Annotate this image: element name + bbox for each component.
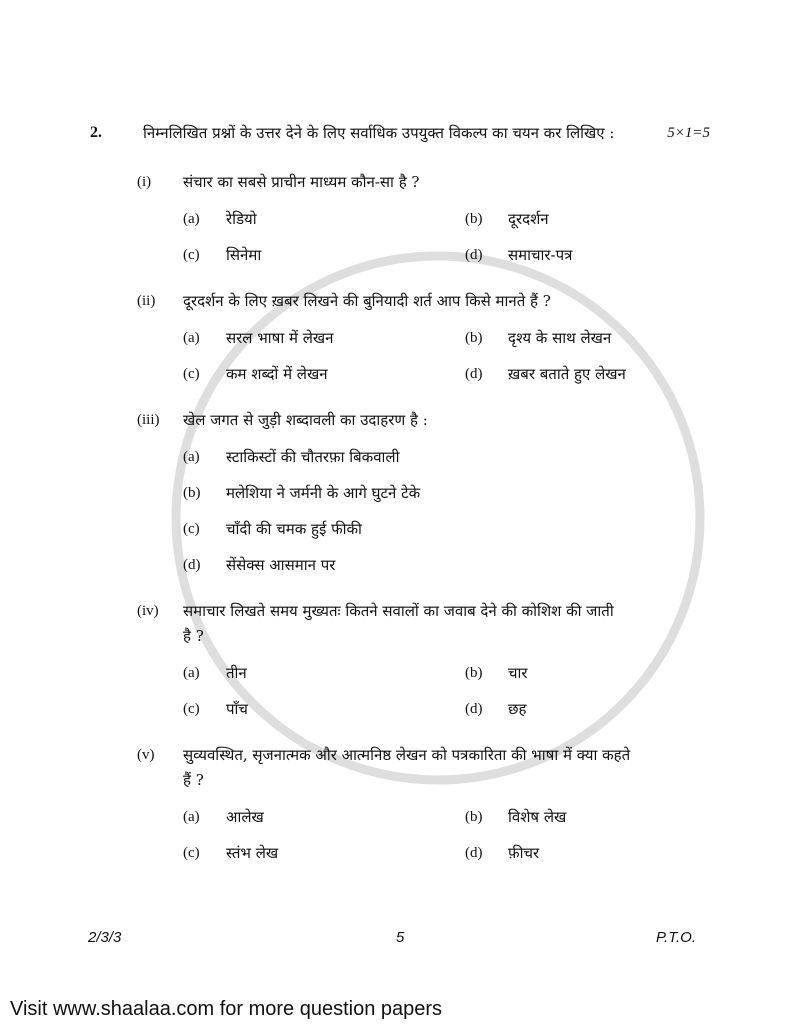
option-list bbox=[183, 799, 710, 871]
option-list bbox=[183, 655, 710, 727]
option bbox=[183, 547, 710, 583]
option-text: ख़बर बताते हुए लेखन bbox=[508, 365, 626, 383]
subquestion-text: है ? bbox=[183, 627, 204, 645]
subquestion bbox=[137, 743, 710, 871]
subquestion-text: संचार का सबसे प्राचीन माध्यम कौन-सा है ? bbox=[183, 173, 420, 191]
option-text: सरल भाषा में लेखन bbox=[226, 329, 334, 347]
option bbox=[183, 201, 465, 237]
option bbox=[183, 237, 465, 273]
question-number: 2. bbox=[90, 124, 102, 141]
option bbox=[465, 320, 710, 356]
subquestion-label: (v) bbox=[137, 747, 155, 763]
subquestion-label: (i) bbox=[137, 174, 152, 190]
option-label: (d) bbox=[465, 845, 483, 861]
subquestion-body bbox=[183, 170, 710, 273]
option bbox=[465, 655, 710, 691]
option bbox=[183, 511, 710, 547]
subquestion-body bbox=[183, 743, 710, 871]
option bbox=[465, 835, 710, 871]
question-instruction: निम्नलिखित प्रश्नों के उत्तर देने के लिए सर्वाधिक उपयुक्त विकल्प का चयन कर लिखिए : bbox=[143, 124, 615, 142]
option-label: (a) bbox=[183, 330, 200, 346]
option-label: (d) bbox=[465, 247, 483, 263]
option-label: (c) bbox=[183, 521, 200, 537]
subquestion bbox=[137, 408, 710, 583]
option bbox=[183, 691, 465, 727]
option-list bbox=[183, 320, 710, 392]
option-text: दृश्य के साथ लेखन bbox=[508, 329, 612, 347]
option bbox=[183, 320, 465, 356]
option bbox=[465, 237, 710, 273]
question-header bbox=[90, 124, 710, 142]
option-label: (b) bbox=[183, 485, 201, 501]
option-label: (c) bbox=[183, 845, 200, 861]
option bbox=[183, 655, 465, 691]
subquestion bbox=[137, 170, 710, 273]
subquestion-label: (ii) bbox=[137, 293, 156, 309]
option bbox=[465, 691, 710, 727]
option-text: विशेष लेख bbox=[508, 808, 567, 826]
option bbox=[183, 356, 465, 392]
option-text: आलेख bbox=[226, 808, 264, 826]
option-label: (a) bbox=[183, 665, 200, 681]
option bbox=[465, 799, 710, 835]
question-marks: 5×1=5 bbox=[667, 125, 710, 141]
option-text: छह bbox=[508, 700, 527, 718]
footer-code: 2/3/3 bbox=[88, 929, 122, 946]
option bbox=[183, 475, 710, 511]
option-text: पाँच bbox=[226, 700, 248, 718]
option-label: (b) bbox=[465, 330, 483, 346]
subquestion-text: समाचार लिखते समय मुख्यतः कितने सवालों का जवाब देने की कोशिश की जाती bbox=[183, 602, 614, 620]
footer-page-number: 5 bbox=[396, 929, 405, 946]
subquestion-body bbox=[183, 289, 710, 392]
subquestion bbox=[137, 289, 710, 392]
option-text: सेंसेक्स आसमान पर bbox=[226, 556, 336, 574]
option-label: (d) bbox=[465, 366, 483, 382]
option-label: (b) bbox=[465, 665, 483, 681]
subquestion-text: खेल जगत से जुड़ी शब्दावली का उदाहरण है : bbox=[183, 411, 428, 429]
option-label: (b) bbox=[465, 211, 483, 227]
subquestion-label: (iv) bbox=[137, 603, 159, 619]
option-text: कम शब्दों में लेखन bbox=[226, 365, 328, 383]
promo-banner[interactable]: Visit www.shaalaa.com for more question papers bbox=[10, 998, 443, 1020]
option-text: स्तंभ लेख bbox=[226, 844, 279, 862]
subquestion-body bbox=[183, 408, 710, 583]
option-label: (d) bbox=[465, 701, 483, 717]
option-text: दूरदर्शन bbox=[508, 210, 549, 228]
option-text: चाँदी की चमक हुई फीकी bbox=[226, 520, 362, 538]
option bbox=[183, 835, 465, 871]
option-text: सिनेमा bbox=[226, 246, 262, 264]
option-text: स्टाकिस्टों की चौतरफ़ा बिकवाली bbox=[226, 448, 400, 466]
option-label: (a) bbox=[183, 809, 200, 825]
subquestion-text: दूरदर्शन के लिए ख़बर लिखने की बुनियादी शर्त आप किसे मानते हैं ? bbox=[183, 292, 551, 310]
option-text: तीन bbox=[226, 664, 247, 682]
option-label: (a) bbox=[183, 449, 200, 465]
option-label: (d) bbox=[183, 557, 201, 573]
option-text: मलेशिया ने जर्मनी के आगे घुटने टेके bbox=[226, 484, 421, 502]
option-text: समाचार-पत्र bbox=[508, 246, 573, 264]
option-label: (a) bbox=[183, 211, 200, 227]
footer-pto: P.T.O. bbox=[655, 929, 696, 946]
option bbox=[183, 799, 465, 835]
option bbox=[465, 201, 710, 237]
subquestion-text: सुव्यवस्थित, सृजनात्मक और आत्मनिष्ठ लेखन को पत्रकारिता की भाषा में क्या कहते bbox=[183, 746, 631, 764]
subquestion bbox=[137, 599, 710, 727]
option-text: फ़ीचर bbox=[508, 844, 540, 862]
option bbox=[465, 356, 710, 392]
option-text: चार bbox=[508, 664, 528, 682]
subquestion-label: (iii) bbox=[137, 412, 160, 428]
option-label: (c) bbox=[183, 701, 200, 717]
option-label: (b) bbox=[465, 809, 483, 825]
subquestion-list bbox=[137, 170, 710, 887]
option-label: (c) bbox=[183, 366, 200, 382]
subquestion-body bbox=[183, 599, 710, 727]
subquestion-text: हैं ? bbox=[183, 771, 204, 789]
option-text: रेडियो bbox=[226, 210, 257, 228]
option-label: (c) bbox=[183, 247, 200, 263]
option-list bbox=[183, 201, 710, 273]
option bbox=[183, 439, 710, 475]
option-list bbox=[183, 439, 710, 583]
